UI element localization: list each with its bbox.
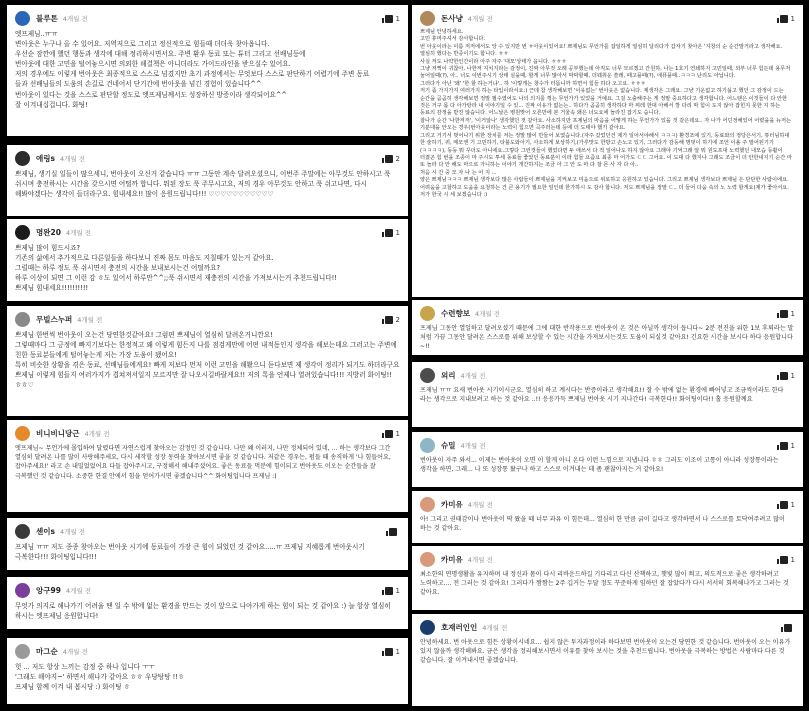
like-count: 2 [395, 154, 400, 163]
like-button[interactable] [784, 624, 795, 632]
like-button[interactable] [385, 648, 400, 656]
thumbs-up-icon [780, 310, 788, 318]
comment-time: 4개월 전 [84, 430, 110, 438]
like-button[interactable] [385, 229, 400, 237]
comment-card [412, 432, 803, 487]
thumbs-up-icon [780, 15, 788, 23]
like-count: 1 [395, 586, 400, 595]
like-button[interactable] [385, 155, 400, 163]
comment-card [412, 491, 803, 543]
comment-time: 4개월 전 [467, 556, 493, 564]
avatar[interactable] [15, 644, 30, 659]
thumbs-up-icon [385, 316, 393, 324]
thumbs-up-icon [780, 372, 788, 380]
comment-time: 4개월 전 [467, 501, 493, 509]
thumbs-up-icon [385, 648, 393, 656]
author-name[interactable]: 비니비니당근 [36, 429, 80, 438]
comment-text: 프제님 ㅠㅠ 요새 번아웃 시기이시군요. 열심히 하고 계시다는 반증이라고 생각해요!! 잘 수 밖에 없는 환경에 빠어넣고 조금씩이라도 한다 라는 생각으로 지내보려고 하는 것 같아요 ..!! 응응가득 쁘제님 번아웃 시기 지나간다! 극복한다!! 화이팅이다!! 홀 응원할께요 [420, 387, 784, 404]
like-count: 1 [790, 371, 795, 380]
comment-card [7, 145, 408, 216]
comment-text: 엣프제님..ㅠㅠ 변아웃은 누구나 올 수 있어요. 저역저으로 그리고 정신적으로 힘들때 더더욱 찾아옵니다. 우선순 잠깐에 했던 행동과 생각에 대해 정리하시면서요. 주변 환우 동료 또는 튜터 그리고 선배님등에 번아웃에 대한 고민을 털어놓으시면 의외한 해결책은 아니더라도 가이드라인을 받으실수 있어요. 저의 경우에도 이렇게 번아웃은 최종적으로 스스로 넘겼지만 초기 과정에서는 무엇보다 스스로 판단하기 어렵기에 주변 동료 들과 선배님들의 도움의 손길로 건네어서 단기간에 번아웃을 넘긴 경험이 있습니다^^ 번아웃이 있다는 것을 스스로 판단할 정도로 엣프제님께서도 성장하신 방증이라 생각되어요^^ 잘 이겨내십겁니다. 화팅! [15, 30, 370, 109]
avatar[interactable] [15, 151, 30, 166]
comment-text: 최소한의 연명생활을 유지하며 내 정신과 몸이 다시 리바운드하길 기다리고 다신 산책하고, 햇빛 많이 쬐고, 의도적으로 좋은 생각하려고 노력하고.... 전 그러는 것 같아요! 그러다가 짬짬는 2주 깁거는 두달 정도 꾸준하게 임하던 잘 잡았다가 다시 서서히 회복해나가고 그러는 것 같아요. [420, 571, 789, 597]
like-count: 1 [790, 555, 795, 564]
author-name[interactable]: 무빌스누퍼 [36, 315, 73, 324]
comment-time: 4개월 전 [482, 624, 508, 632]
comment-card [7, 420, 408, 512]
author-name[interactable]: 카미유 [441, 500, 463, 509]
comment-header [15, 224, 400, 241]
comment-time: 4개월 전 [460, 442, 486, 450]
comment-header [420, 305, 795, 322]
avatar[interactable] [15, 312, 30, 327]
comment-text: 헛 ... 저도 항상 느끼는 감정 중 하나 입니다 ㅜㅜ '그래도 해야지~' 하면서 해나가 같아요 ㅎㅎ 우당탕탕 !!ㅎ 프제님 함께 이겨 내 봅시당 :) 화이팅 ㅎ [15, 663, 185, 692]
comment-card [7, 219, 408, 301]
comment-header [15, 523, 400, 540]
comment-text: 번아웃이 자주 와서... 이제는 번아웃이 오면 이 할게 아니 온다 이런 느낌으로 지냅니다 ㅎㅎ 그러도 이조이 고통이 아니라 성장통이라는 생각을 하면, 그래... 나 또 성장통 왔구나 하고 스스로 이겨내는 데 좀 괜찮아지는 거 같아요! [420, 457, 779, 474]
like-button[interactable] [780, 442, 795, 450]
author-name[interactable]: 센이s [36, 527, 55, 536]
comment-header [15, 311, 400, 328]
author-name[interactable]: 명완20 [36, 228, 61, 237]
avatar[interactable] [420, 552, 435, 567]
thumbs-up-icon [389, 528, 397, 536]
avatar[interactable] [420, 306, 435, 321]
comment-header [420, 619, 795, 636]
avatar[interactable] [420, 438, 435, 453]
comment-time: 4개월 전 [65, 229, 91, 237]
comment-header [15, 582, 400, 599]
author-name[interactable]: 외리 [441, 371, 456, 380]
comment-header [15, 150, 400, 167]
comment-time: 4개월 전 [65, 587, 91, 595]
comment-card [412, 546, 803, 610]
comment-time: 4개월 전 [62, 648, 88, 656]
avatar[interactable] [15, 524, 30, 539]
avatar[interactable] [15, 225, 30, 240]
comment-time: 4개월 전 [59, 528, 86, 536]
avatar[interactable] [15, 11, 30, 26]
comment-card [412, 362, 803, 427]
comment-header [15, 10, 400, 27]
comment-text: 쁘제님 많이 힘드시죠? 기존의 삶에서 추가적으로 다른일들을 하다보니 진짜 몸도 마음도 지칠때가 있는거 같아요. 그럴때는 하루 정도 푹 쉬시면서 충전의 시간을 보내보시는건 어떨까요? 하루 이상이 되면 그 이런 감 ㅎ도 있어서 하루만^^;;푹 쉬시면서 재충전의 시간을 가져보시는거 추천드립니다!! 쁘제님 힘내세요!!!!!!!!!! [15, 244, 337, 293]
like-count: 1 [790, 309, 795, 318]
comment-header [15, 643, 400, 660]
author-name[interactable]: 앙구99 [36, 586, 61, 595]
avatar[interactable] [420, 620, 435, 635]
thumbs-up-icon [385, 587, 393, 595]
like-button[interactable] [780, 310, 795, 318]
comment-card [412, 614, 803, 706]
like-button[interactable] [385, 587, 400, 595]
comment-header [420, 551, 795, 568]
comment-text: 쁘제님, 생기실 일들이 많으세니, 번아웃이 오신거 같습니다 ㅠㅠ 그동안 계속 달려오셨으니, 이번주 주말에는 아무것도 안하시고 푹 쉬시며 충전하시는 시간을 갖으시면 어떨까 합니다. 뭐된 장도 푹 주무시고요, 저의 경우 아무것도 안하고 푹 쉬고나면, 다시 해봐야겠다는 생각이 들더라구요. 힘내세요!! 많이 응원드립니다!!! ♡♡♡♡♡♡♡♡♡♡♡ [15, 170, 391, 199]
comment-card [412, 300, 803, 355]
like-count: 1 [395, 14, 400, 23]
comment-card [7, 306, 408, 416]
comment-card [7, 518, 408, 570]
comment-card [7, 638, 408, 704]
author-name[interactable]: 애링s [36, 154, 55, 163]
avatar[interactable] [15, 426, 30, 441]
like-count: 1 [790, 441, 795, 450]
comment-text: 안녕하세요. 번 아웃으로 힘든 상황이시네요... 쉽지 않은 투자과정이라 하다보면 번아웃이 오는건 당연한 것 같습니다. 번아웃이 오는 이유가 있지 않을까 생각해봐요. 금은 생각을 정리해보시면서 이유를 찾아 보시는 것을 추천드립니다. 번아웃을 극복하는 방법은 사람마다 다른 것 같습니다. 잘 이겨내시면 좋겠습니다. [420, 639, 791, 665]
like-button[interactable] [780, 372, 795, 380]
author-name[interactable]: 수련향보 [441, 309, 470, 318]
avatar[interactable] [420, 497, 435, 512]
author-name[interactable]: 블루톤 [36, 14, 58, 23]
comment-card [412, 5, 803, 297]
comment-header [420, 367, 795, 384]
like-button[interactable] [780, 15, 795, 23]
author-name[interactable]: 호재러인인 [441, 623, 478, 632]
comment-text: 무엇가 의지로 해나가기 어려울 땐 일 수 밖에 없는 환경을 만드는 것이 앞으로 나아가게 하는 힘이 되는 것 같아요 :) 늘 항상 열심히 하시는 엣프제님 응원합니다! [15, 602, 391, 621]
comment-card [7, 577, 408, 629]
like-count: 1 [790, 14, 795, 23]
like-count: 2 [395, 315, 400, 324]
like-count: 1 [395, 647, 400, 656]
like-count: 1 [790, 500, 795, 509]
comment-time: 4개월 전 [62, 15, 88, 23]
thumbs-up-icon [784, 624, 792, 632]
author-name[interactable]: 슈밀 [441, 441, 456, 450]
comment-header [420, 496, 795, 513]
like-button[interactable] [385, 430, 400, 438]
like-button[interactable] [385, 15, 400, 23]
comment-text: 쁘제님 안녕하세요. 고민 휴머주셔서 감사합니다. 번 아웃이라는 이름 저저에서도 앙 수 있지만 번 ㅎ아웃이있어요! 쁘제님도 무언가를 잡일하게 열심히 달리다가 갑자기 찾아온 '지창의 순 순간말거라고 생각해요. 열심히 했다는 반증이기도 합니다. ㅎㅎ 사실 저도 나약한인간이라 아주 자주 '대모'상태가 옵니다. ㅎㅎㅎ 그냥 저쩍이 귀찮아, 나한저 지치지라는 감정이, 진짜 아무것 오래 공부했는데 아직도 너무 모르겠고 간원하, 나는 1호기 연쇄하지 고민일때, 외부 너무 힘든데 용무저 눌어일때(?), 아.. 너도 이번주시기 상태 실을때, 할게 너무 많아서 막막할때, 더웨취운 쓸레, 때고플때(?), 애퓨플때..ㅋㅋㅋ 난리도 아닙니다. 그러다가 아닌 '왜' '한 할 하는거냐'.. 하 '이렇게는 창수가 터뜸니까 하면서 힘들 하다 오고요. ㅎㅎㅎ 저기 좀 가지가지 여러가지 하는 타입이라서요:) 근데 참 생각해보면 '이유없는' 번아웃은 없습니다. 제생각은 그래요. 그냥 기운없고 하기싫고 했던 그 감정이 드는 순간을 곰곰히 생각해보면 정말 필수였어도 나의 의지를 꺾는 무언가가 있었을 거예요. 그걸 노출해주는 게 정말 중요하다고 생각합니다. 어느땐은 이것들이 다 안한 것은 거구 몸 다 아가랑라 내 이야기일 수 있... 진짜 이유가 없는는.. 하다가 곰곰히 생각하다 마 찌레 한대 아해서 깡 다리 막 힘이 도지 않아 잡힌지 못한 지 하는 동료의 감정을 받진 않습니다. 어느날은 병원맞어 오른만에 본 거울속 왜은 너도요에 놀라진 잡기도 습니다. 잘나가 순간 '나한저저', '이거알나' 생각했던 것 같아요. 사소하지만 프제님의 마음을 어떻게 하는 무언가가 있을 것 같은데요.. 자 나가 어딘정해있어 어렸을을 뉴저는 기분대을 안오는 경우(번아웃이라는 노력이 힘으면 곡주러는데 등에 더 도태야 했기 같아요. 그리고 거기서 벗어나기 위한 장치를 저는 정말 많이 만들어 보였습니다.(자주 갔었던건 제가 일어서야해서 ㅋㅋㅋ) 환경조에 있기, 동료와의 정당은서기, 튜터님하대 한 술하기, 퀴, 메모앤 기 고민하기, 타블도와아기, 사소하게 보상하기,(가루맛도 한방고 손노고 있기, 그러다가 감동해 명멋이 하기에 조언 이올 주 말어된기기 (ㅋㅋㅋㅋ), 동동 뭐 꾸더도 아니에요.그렇다 그런것들이 했었다면 두 애쓰서 다 적 일어나도 하지 않아요 그래야 기억그래 알 뭐 원도프대 노력했던 내모습 등활이 터졌곤 힘 번을 조종이 마 주시도 투세 동료들 좋았던 동료분이 이라 힘들 요즘요 최종 마 어가도 ㄷㄷ 그어요. 이 도대 다 했지나 그래도 조금이 더 안한내지기 순간 마 또 놀라 다 안 해도 마으로 가니하는 이야기 개간하지는 조금 아 그 안 도 마 다 잘 몬 사 자 다 아.. 처음 시 간 중 모 자 나 는 어 지 ... 양은 쁘제님ㅋㅋㅋ 쁘제님 생각보다 많은 사람들이 쁘제님을 지켜보고 미움으로 위로하고 응원하고 있습니다. 그리고 쁘제님 생각보다 쁘제님 은 단단한 사람이에요. 어려움을 고찰하고 도움을 요청하는 건 큰 용기가 필요한 일인데 한가하시 도 감사 합니다. 저도 쁘제님을 정말 ㄷ.. 더 들어 다움 속의 노 노력 할게요(제가 좋아서요. 저가 한국 시 세 보겠습니다 :) [420, 29, 792, 198]
like-button[interactable] [389, 528, 400, 536]
comment-time: 4개월 전 [474, 310, 501, 318]
author-name[interactable]: 마그순 [36, 647, 58, 656]
comment-header [15, 425, 400, 442]
avatar[interactable] [420, 368, 435, 383]
avatar[interactable] [15, 583, 30, 598]
comment-header [420, 10, 795, 27]
thumbs-up-icon [385, 155, 393, 163]
comment-time: 4개월 전 [59, 155, 86, 163]
like-button[interactable] [385, 316, 400, 324]
like-count: 1 [395, 228, 400, 237]
thumbs-up-icon [385, 229, 393, 237]
like-button[interactable] [780, 501, 795, 509]
thumbs-up-icon [780, 442, 788, 450]
thumbs-up-icon [385, 430, 393, 438]
comment-text: 쁘제님 한번씩 번아웃이 오는건 당연한것같아요! 그럼편 쁘제님이 열심히 달려온거니깐요! 그렇때마다 그 긍정에 빠지기보다는 한정적고 왜 이렇게 힘든지 나를 점검게만에 어떤 내적동인지 생각을 해보는데요 그러고는 주변에 친한 동료분들에게 털어놓는게 저는 가장 도움이 됐어요! 특히 비슷한 상황을 겪은 동료, 선배님들에게요! 빠게 저보다 먼저 이런 고민을 해봤으니 듣다보면 제 생각이 정리가 되기도 하더라구요 쁘제님 이렇게 힘들지 여러가지가 겹쳐져서일지 모르지만 잘 나오시길바랄게요!! 저의 톡을 언제나 열려있습니다!!! 지방러 화이팅!!ㅎㅎ♡ [15, 331, 400, 390]
comment-time: 4개월 전 [77, 316, 103, 324]
avatar[interactable] [420, 11, 435, 26]
comment-text: 아! 그리고 권태감이나 번아웃이 딱 왔을 때 너무 과유 이 힘든데... 열심히 한 만큼 긁이 길다고 생각하면서 나 스스로를 토닥여주려고 많이 하는 것 같아요. [420, 516, 785, 533]
comment-text: 프제님 그동안 열일하고 달려오셨기 때문에 그에 대한 반작용으로 번아웃이 온 것은 아닐까 생각이 듭니다~ 2분 전진을 위한 1보 후퇴라는 말 처럼 가끔 그동안 달려온 스스로를 위해 보상할 수 있는 시간을 가져보시는것도 도움이 되실것 같아요! 긴요한 시간을 보시다 하다 응원합니다~!! [420, 325, 794, 351]
comment-header [420, 437, 795, 454]
thumbs-up-icon [780, 556, 788, 564]
comment-time: 4개월 전 [467, 15, 493, 23]
thumbs-up-icon [780, 501, 788, 509]
like-count: 1 [395, 429, 400, 438]
like-button[interactable] [780, 556, 795, 564]
author-name[interactable]: 카미유 [441, 555, 463, 564]
comment-text: 엣프제님~ 무언가에 몰입하여 달렸다면 자연스럽게 찾아오는 감정인 것 같습니다. 나만 왜 이러지, 나만 정체되어 있네, ... 하는 생각보다 그간 열심히 달려온 나를 많이 사랑해주세요, 다시 세작할 성장 동력을 찾아보시면 좋을 것 같습니다. 저같은 경우는, 펌들 때 송직하게 '나 힘들어요, 잡아주세요!' 라고 손 내밀었었어요 다들 잡아주시고, 구정해서 해내주셨어요. 좋은 동료들 먹분에 힘이되고 번아웃도 이오는 순간들을 잘 극복했던 것 같습니다. 소중한 한결 안에서 힘을 얻어가시면 좋겠습니다^^ 화이팅입니다 프제님 :) [15, 445, 391, 480]
comment-card [7, 5, 408, 136]
thumbs-up-icon [385, 15, 393, 23]
author-name[interactable]: 돈사냥 [441, 14, 463, 23]
comment-text: 프제님 ㅠㅠ 저도 종종 찾아오는 번아웃 시기에 동료들이 가장 큰 힘이 되었던 것 같아요.....ㅠ 프제님 지혜롭게 번아웃시기 극복한다!!! 화이팅입니다!!! [15, 543, 365, 562]
comment-time: 4개월 전 [460, 372, 486, 380]
